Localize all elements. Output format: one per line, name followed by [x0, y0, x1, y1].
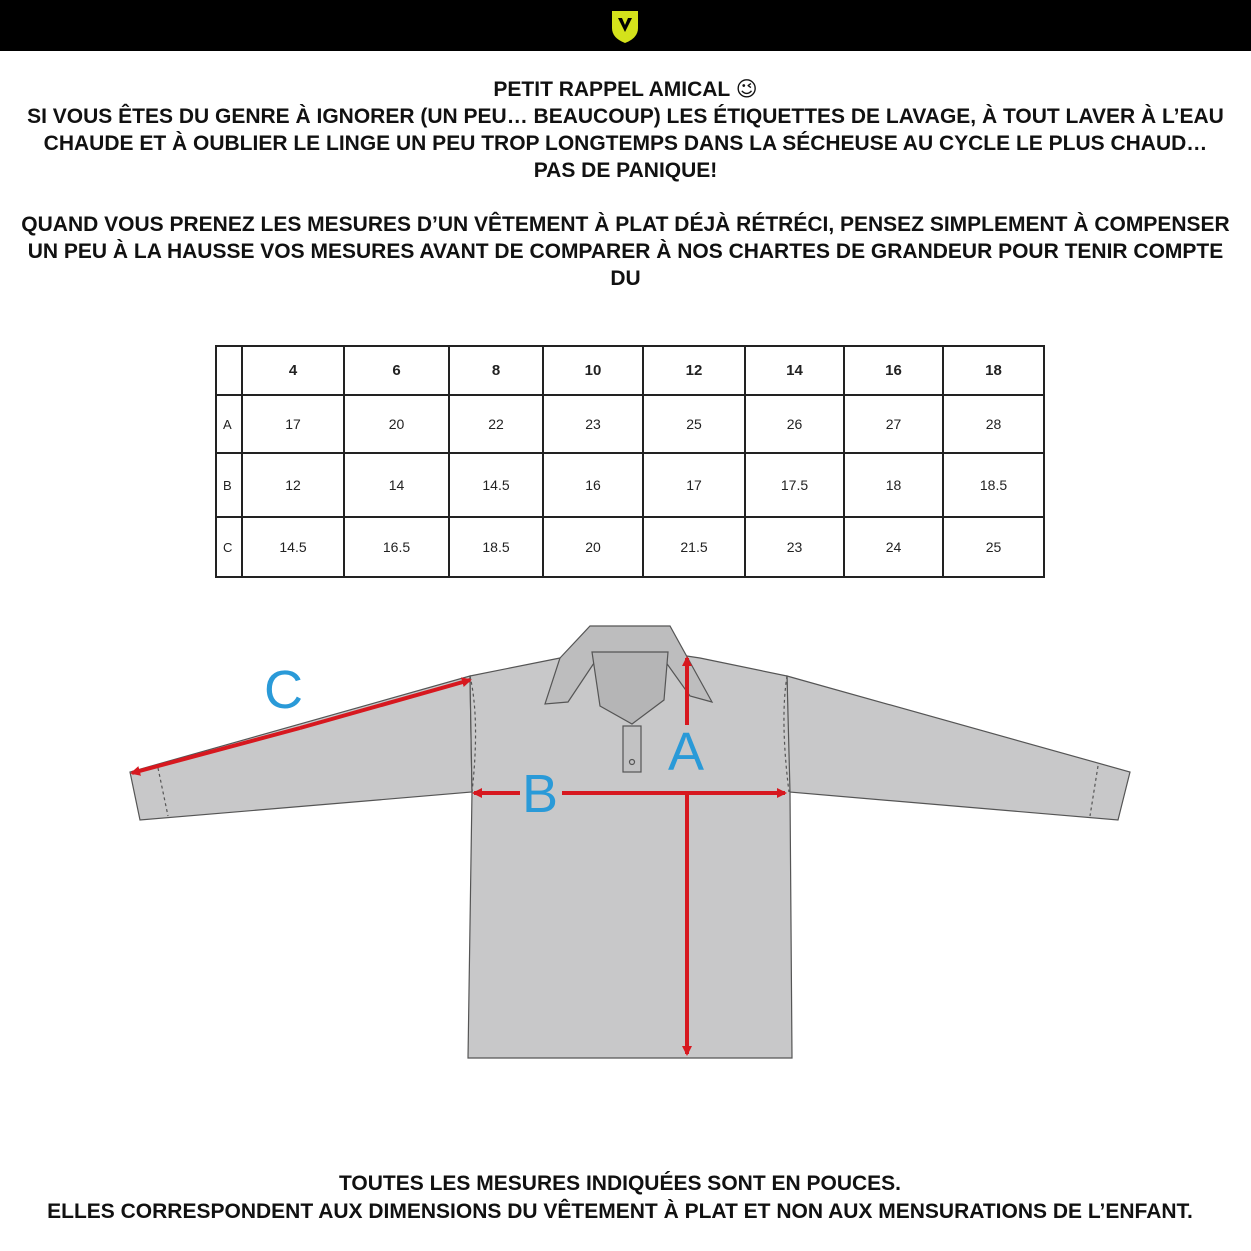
- size-header: 6: [344, 346, 449, 395]
- table-cell: 16.5: [344, 517, 449, 577]
- table-cell: 21.5: [643, 517, 745, 577]
- table-cell: 25: [943, 517, 1044, 577]
- corner-cell: [216, 346, 242, 395]
- intro-advice: QUAND VOUS PRENEZ LES MESURES D’UN VÊTEMENT À PLAT DÉJÀ RÉTRÉCI, PENSEZ SIMPLEMENT À COMPENSER UN PEU À LA HAUSSE VOS MESURES AVANT DE COMPARER À NOS CHARTES DE GRANDEUR POUR TENIR COMPTE DU: [21, 213, 1230, 290]
- size-header-row: [216, 346, 1044, 395]
- measurement-c-label: C: [264, 660, 303, 720]
- intro-title: PETIT RAPPEL AMICAL: [493, 78, 730, 101]
- top-bar: [0, 0, 1251, 51]
- shirt-measurement-diagram: [0, 600, 1251, 1080]
- measurement-b-label: B: [522, 764, 559, 824]
- table-row: [216, 517, 1044, 577]
- intro-warning: SI VOUS ÊTES DU GENRE À IGNORER (UN PEU… BEAUCOUP) LES ÉTIQUETTES DE LAVAGE, À TOUT LAVER À L’EAU CHAUDE ET À OUBLIER LE LINGE UN PEU TROP LONGTEMPS DANS LA SÉCHEUSE AU CYCLE LE PLUS CHAUD… PAS DE PANIQUE!: [27, 105, 1224, 182]
- table-cell: 16: [543, 453, 643, 517]
- table-cell: 28: [943, 395, 1044, 453]
- row-label: C: [216, 517, 242, 577]
- table-cell: 23: [745, 517, 844, 577]
- size-header: 14: [745, 346, 844, 395]
- table-cell: 14: [344, 453, 449, 517]
- table-cell: 14.5: [242, 517, 344, 577]
- row-label: A: [216, 395, 242, 453]
- table-cell: 22: [449, 395, 543, 453]
- size-header: 18: [943, 346, 1044, 395]
- footer-notes: [20, 1170, 1220, 1226]
- v-shield-logo-icon: [610, 8, 640, 44]
- table-cell: 17.5: [745, 453, 844, 517]
- table-cell: 14.5: [449, 453, 543, 517]
- size-header: 8: [449, 346, 543, 395]
- size-header: 12: [643, 346, 745, 395]
- footer-units-note: TOUTES LES MESURES INDIQUÉES SONT EN POUCES.: [338, 1172, 902, 1195]
- size-header: 10: [543, 346, 643, 395]
- table-cell: 20: [543, 517, 643, 577]
- table-cell: 18.5: [449, 517, 543, 577]
- size-chart-table: [215, 345, 1045, 578]
- size-header: 16: [844, 346, 943, 395]
- table-cell: 23: [543, 395, 643, 453]
- footer-flat-note: ELLES CORRESPONDENT AUX DIMENSIONS DU VÊTEMENT À PLAT ET NON AUX MENSURATIONS DE L’ENFANT.: [47, 1200, 1193, 1223]
- row-label: B: [216, 453, 242, 517]
- table-cell: 20: [344, 395, 449, 453]
- table-row: [216, 453, 1044, 517]
- table-row: [216, 395, 1044, 453]
- table-cell: 12: [242, 453, 344, 517]
- table-cell: 25: [643, 395, 745, 453]
- table-cell: 26: [745, 395, 844, 453]
- measurement-a-label: A: [668, 722, 705, 782]
- size-header: 4: [242, 346, 344, 395]
- wink-emoji-icon: 😉: [735, 78, 758, 101]
- table-cell: 18.5: [943, 453, 1044, 517]
- table-cell: 17: [242, 395, 344, 453]
- table-cell: 18: [844, 453, 943, 517]
- table-cell: 24: [844, 517, 943, 577]
- table-cell: 17: [643, 453, 745, 517]
- intro-text: [20, 76, 1231, 292]
- table-cell: 27: [844, 395, 943, 453]
